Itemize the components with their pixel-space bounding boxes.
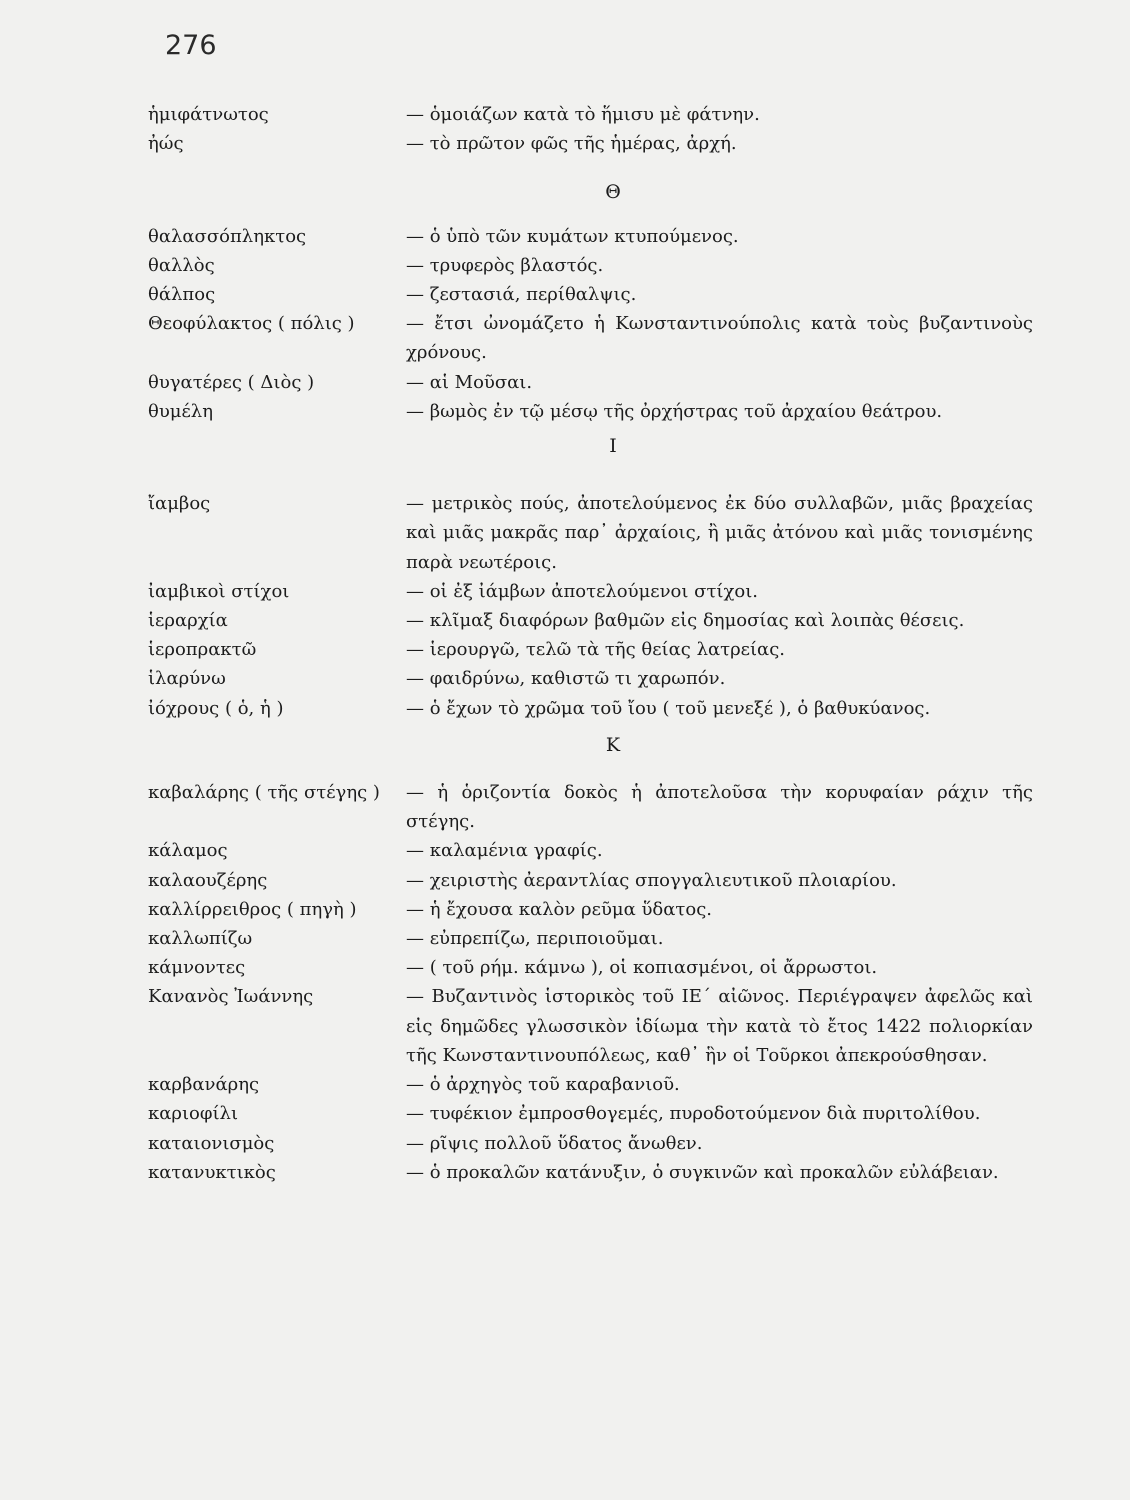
- entry-term: ἱλαρύνω: [148, 668, 226, 690]
- section-letter-kappa: Κ: [605, 733, 621, 756]
- entry-term: Κανανὸς Ἰωάννης: [148, 986, 314, 1008]
- glossary-entry: [148, 129, 1033, 158]
- glossary-entry: [148, 606, 1033, 635]
- glossary-entry: [148, 397, 1033, 426]
- entry-definition: — ἡ ἔχουσα καλὸν ρεῦμα ὕδατος.: [406, 898, 713, 920]
- entry-term: ἴαμβος: [148, 493, 211, 515]
- entry-definition: — ρῖψις πολλοῦ ὕδατος ἄνωθεν.: [406, 1132, 703, 1154]
- entry-definition: — ὁ ἀρχηγὸς τοῦ καραβανιοῦ.: [406, 1074, 680, 1096]
- entry-term: κάλαμος: [148, 840, 228, 862]
- page-number: 276: [165, 30, 217, 61]
- entry-term: θάλπος: [148, 284, 216, 306]
- glossary-entry: [148, 836, 1033, 865]
- entry-definition: — ἡ ὁριζοντία δοκὸς ἡ ἀποτελοῦσα τὴν κορυφαίαν ράχιν τῆς στέγης.: [406, 782, 1033, 833]
- entry-term: καλαουζέρης: [148, 869, 268, 891]
- glossary-entry: [148, 577, 1033, 606]
- entry-definition: — βωμὸς ἐν τῷ μέσῳ τῆς ὀρχήστρας τοῦ ἀρχαίου θεάτρου.: [406, 400, 943, 422]
- entry-definition: — Βυζαντινὸς ἱστορικὸς τοῦ ΙΕ´ αἰῶνος. Περιέγραψεν ἀφελῶς καὶ εἰς δημῶδες γλωσσικὸν ἰδίωμα τὴν κατὰ τὸ ἔτος 1422 πολιορκίαν τῆς Κωνσταντινουπόλεως, καθ᾽ ἣν οἱ Τοῦρκοι ἀπεκρούσθησαν.: [406, 986, 1033, 1066]
- glossary-entry: [148, 309, 1033, 367]
- glossary-entry: [148, 866, 1033, 895]
- theta-entries: [148, 222, 1033, 426]
- entry-term: καρβανάρης: [148, 1074, 260, 1096]
- entry-definition: — ὁμοιάζων κατὰ τὸ ἥμισυ μὲ φάτνην.: [406, 104, 760, 125]
- entry-definition: — ὁ ὑπὸ τῶν κυμάτων κτυπούμενος.: [406, 225, 739, 247]
- glossary-entry: [148, 778, 1033, 836]
- entry-definition: — ὁ ἔχων τὸ χρῶμα τοῦ ἴου ( τοῦ μενεξέ ), ὁ βαθυκύανος.: [406, 697, 931, 719]
- entry-definition: — οἱ ἐξ ἰάμβων ἀποτελούμενοι στίχοι.: [406, 580, 758, 602]
- glossary-entry: [148, 664, 1033, 693]
- entry-definition: — εὐπρεπίζω, περιποιοῦμαι.: [406, 928, 664, 950]
- entry-definition: — καλαμένια γραφίς.: [406, 840, 603, 862]
- entry-definition: — τυφέκιον ἐμπροσθογεμές, πυροδοτούμενον διὰ πυριτολίθου.: [406, 1103, 981, 1125]
- glossary-entry: [148, 280, 1033, 309]
- glossary-entry: [148, 982, 1033, 1070]
- entry-term: ἰόχρους ( ὁ, ἡ ): [148, 697, 284, 719]
- entry-definition: — τὸ πρῶτον φῶς τῆς ἡμέρας, ἀρχή.: [406, 133, 737, 155]
- entry-term: καριοφίλι: [148, 1103, 239, 1125]
- glossary-entry: [148, 1158, 1033, 1187]
- entry-definition: — ὁ προκαλῶν κατάνυξιν, ὁ συγκινῶν καὶ προκαλῶν εὐλάβειαν.: [406, 1161, 999, 1183]
- glossary-entry: [148, 251, 1033, 280]
- entry-term: καταιονισμὸς: [148, 1132, 275, 1154]
- entry-definition: — χειριστὴς ἀεραντλίας σπογγαλιευτικοῦ πλοιαρίου.: [406, 869, 897, 891]
- entry-term: Θεοφύλακτος ( πόλις ): [148, 313, 355, 335]
- glossary-entry: [148, 489, 1033, 577]
- entry-term: κάμνοντες: [148, 957, 246, 979]
- entry-term: ἰαμβικοὶ στίχοι: [148, 580, 290, 602]
- entry-definition: — τρυφερὸς βλαστός.: [406, 254, 604, 276]
- entry-definition: — κλῖμαξ διαφόρων βαθμῶν εἰς δημοσίας καὶ λοιπὰς θέσεις.: [406, 610, 965, 632]
- section-letter-theta: Θ: [605, 181, 621, 204]
- entry-term: ἱεροπρακτῶ: [148, 639, 257, 661]
- glossary-entry: [148, 1070, 1033, 1099]
- iota-entries: [148, 489, 1033, 723]
- kappa-entries: [148, 778, 1033, 1187]
- glossary: [148, 100, 1033, 1187]
- top-entries: [148, 100, 1033, 158]
- entry-term: καλλίρρειθρος ( πηγὴ ): [148, 898, 357, 920]
- entry-definition: — ἔτσι ὠνομάζετο ἡ Κωνσταντινούπολις κατὰ τοὺς βυζαντινοὺς χρόνους.: [406, 313, 1033, 364]
- entry-definition: — φαιδρύνω, καθιστῶ τι χαρωπόν.: [406, 668, 726, 690]
- entry-term: κατανυκτικὸς: [148, 1161, 276, 1183]
- glossary-entry: [148, 895, 1033, 924]
- glossary-entry: [148, 953, 1033, 982]
- glossary-entry: [148, 1129, 1033, 1158]
- entry-term: καβαλάρης ( τῆς στέγης ): [148, 782, 380, 804]
- glossary-entry: [148, 1099, 1033, 1128]
- entry-term: θυγατέρες ( Διὸς ): [148, 371, 315, 393]
- glossary-entry: [148, 100, 1033, 129]
- entry-term: καλλωπίζω: [148, 928, 253, 950]
- entry-term: θυμέλη: [148, 400, 213, 422]
- glossary-entry: [148, 368, 1033, 397]
- entry-term: θαλλὸς: [148, 254, 215, 276]
- glossary-entry: [148, 694, 1033, 723]
- entry-definition: — ἱερουργῶ, τελῶ τὰ τῆς θείας λατρείας.: [406, 639, 786, 661]
- entry-term: ἱεραρχία: [148, 610, 228, 632]
- glossary-entry: [148, 635, 1033, 664]
- section-letter-iota: Ι: [609, 435, 617, 458]
- glossary-entry: [148, 924, 1033, 953]
- entry-definition: — ( τοῦ ρήμ. κάμνω ), οἱ κοπιασμένοι, οἱ ἄρρωστοι.: [406, 957, 878, 979]
- entry-term: θαλασσόπληκτος: [148, 225, 307, 247]
- entry-definition: — μετρικὸς πούς, ἀποτελούμενος ἐκ δύο συλλαβῶν, μιᾶς βραχείας καὶ μιᾶς μακρᾶς παρ᾽ ἀρχαίοις, ἢ μιᾶς ἀτόνου καὶ μιᾶς τονισμένης παρὰ νεωτέροις.: [406, 493, 1033, 573]
- entry-term: ἠώς: [148, 133, 184, 155]
- entry-definition: — ζεστασιά, περίθαλψις.: [406, 284, 637, 306]
- entry-definition: — αἱ Μοῦσαι.: [406, 371, 533, 393]
- entry-term: ἡμιφάτνωτος: [148, 104, 269, 125]
- glossary-entry: [148, 222, 1033, 251]
